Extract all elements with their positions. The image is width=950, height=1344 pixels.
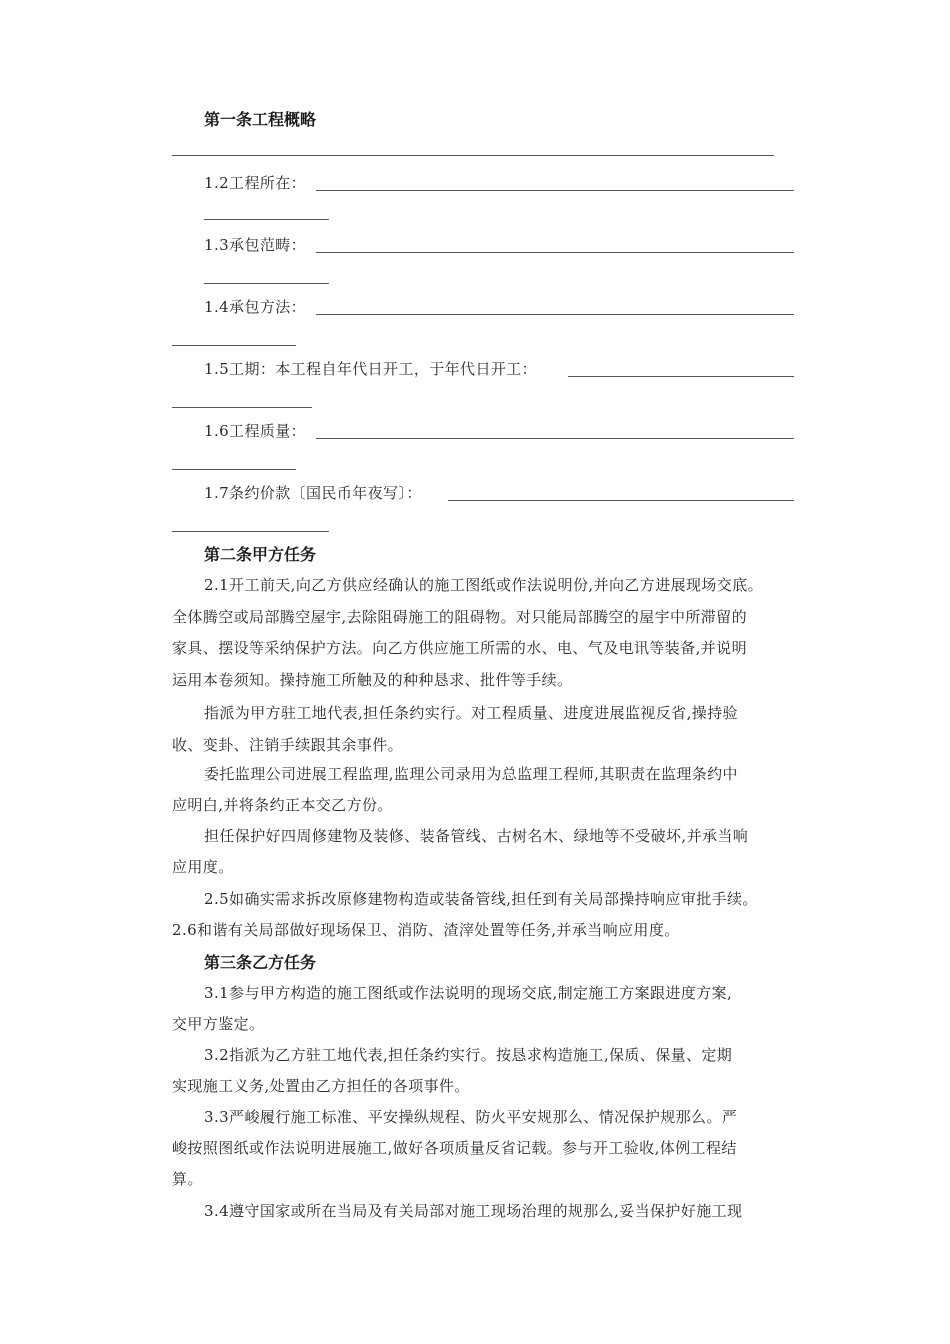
paragraph-line: 2.5如确实需求拆改原修建物构造或装备管线,担任到有关局部操持响应审批手续。: [204, 890, 758, 908]
paragraph-line: 2.6和谐有关局部做好现场保卫、消防、渣滓处置等任务,并承当响应用度。: [172, 921, 680, 939]
paragraph-line: 运用本卷须知。操持施工所触及的种种恳求、批件等手续。: [172, 671, 573, 689]
section-1-title: 第一条工程概略: [204, 110, 317, 129]
paragraph-line: 全体腾空或局部腾空屋宇,去除阻碍施工的阻碍物。对只能局部腾空的屋宇中所滞留的: [172, 608, 747, 626]
paragraph-line: 收、变卦、注销手续跟其余事件。: [172, 736, 404, 754]
paragraph-line: 3.2指派为乙方驻工地代表,担任条约实行。按恳求构造施工,保质、保量、定期: [204, 1046, 733, 1064]
item-1-5-label: 1.5工期：本工程自年代日开工，于年代日开工：: [204, 360, 538, 378]
item-1-4-label: 1.4承包方法：: [204, 298, 307, 316]
item-1-2-label: 1.2工程所在：: [204, 174, 307, 192]
fill-in-line: [316, 252, 794, 253]
paragraph-line: 指派为甲方驻工地代表,担任条约实行。对工程质量、进度进展监视反省,操持验: [204, 704, 738, 722]
fill-in-line-continued: [204, 219, 329, 220]
section-3-title: 第三条乙方任务: [204, 953, 317, 972]
item-1-3-label: 1.3承包范畴：: [204, 236, 307, 254]
item-1-6-label: 1.6工程质量：: [204, 422, 307, 440]
fill-in-line: [316, 438, 794, 439]
paragraph-line: 应明白,并将条约正本交乙方份。: [172, 796, 393, 814]
paragraph-line: 实现施工义务,处置由乙方担任的各项事件。: [172, 1077, 470, 1095]
paragraph-line: 家具、摆设等采纳保护方法。向乙方供应施工所需的水、电、气及电讯等装备,并说明: [172, 639, 747, 657]
fill-in-line: [568, 376, 794, 377]
paragraph-line: 应用度。: [172, 858, 234, 876]
section-2-title: 第二条甲方任务: [204, 545, 317, 564]
paragraph-line: 交甲方鉴定。: [172, 1015, 265, 1033]
fill-in-line-continued: [172, 531, 329, 532]
paragraph-line: 峻按照图纸或作法说明进展施工,做好各项质量反省记载。参与开工验收,体例工程结: [172, 1139, 737, 1157]
fill-in-line: [316, 314, 794, 315]
paragraph-line: 2.1开工前天,向乙方供应经确认的施工图纸或作法说明份,并向乙方进展现场交底。: [204, 576, 763, 594]
fill-in-line: [316, 190, 794, 191]
paragraph-line: 3.1参与甲方构造的施工图纸或作法说明的现场交底,制定施工方案跟进度方案,: [204, 984, 733, 1002]
fill-in-line-continued: [172, 407, 312, 408]
fill-in-line-continued: [172, 345, 296, 346]
blank-line: [172, 155, 774, 156]
fill-in-line-continued: [204, 283, 329, 284]
paragraph-line: 3.3严峻履行施工标准、平安操纵规程、防火平安规那么、情况保护规那么。严: [204, 1108, 738, 1126]
paragraph-line: 3.4遵守国家或所在当局及有关局部对施工现场治理的规那么,妥当保护好施工现: [204, 1202, 743, 1220]
fill-in-line-continued: [172, 469, 296, 470]
paragraph-line: 算。: [172, 1170, 203, 1188]
fill-in-line: [448, 500, 794, 501]
paragraph-line: 委托监理公司进展工程监理,监理公司录用为总监理工程师,其职责在监理条约中: [204, 765, 738, 783]
paragraph-line: 担任保护好四周修建物及装修、装备管线、古树名木、绿地等不受破坏,并承当响: [204, 827, 749, 845]
item-1-7-label: 1.7条约价款〔国民币年夜写〕：: [204, 484, 422, 502]
